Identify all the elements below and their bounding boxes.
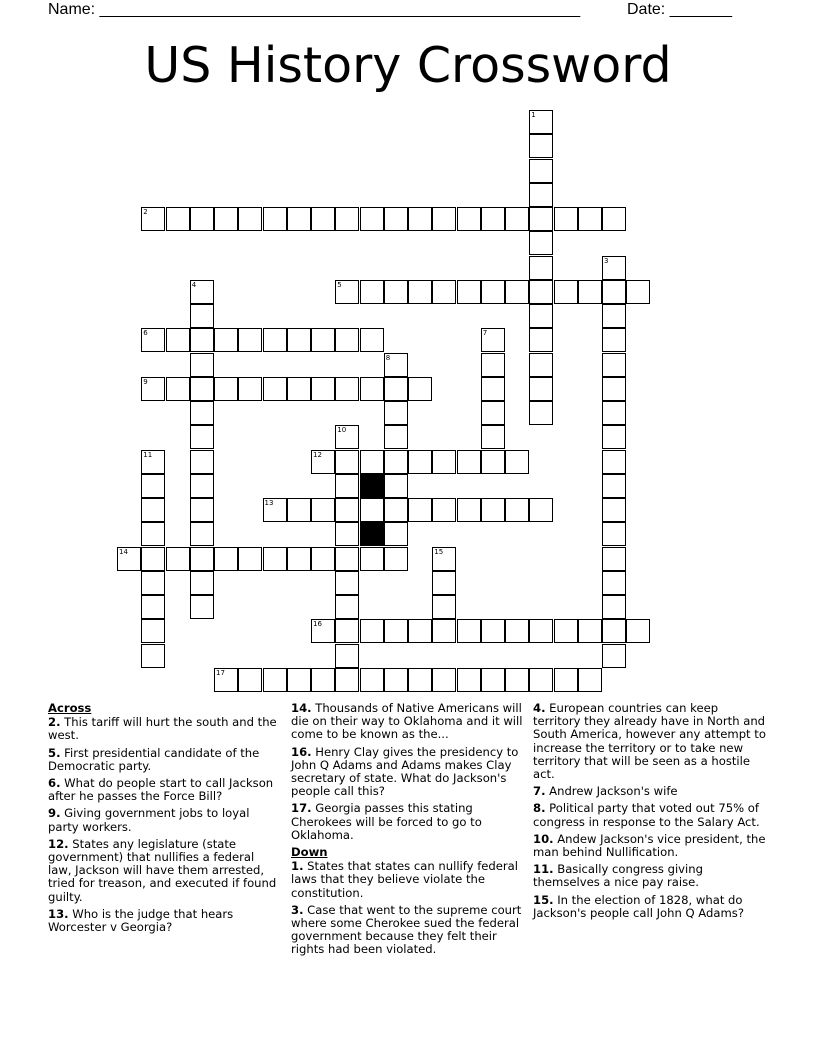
grid-cell[interactable] (554, 280, 578, 304)
grid-clue-number: 13 (264, 499, 274, 507)
grid-cell[interactable] (602, 619, 626, 643)
clue-down-10: 10. Andew Jackson's vice president, the man behind Nullification. (533, 831, 766, 860)
grid-cell[interactable] (287, 207, 311, 231)
name-line: Name: ______________________________________________________ (48, 1, 581, 18)
grid-cell[interactable] (529, 304, 553, 328)
date-line: Date: _______ (627, 1, 732, 18)
page-title: US History Crossword (144, 37, 672, 94)
grid-cell[interactable] (554, 668, 578, 692)
grid-cell[interactable] (287, 498, 311, 522)
grid-cell[interactable] (335, 619, 359, 643)
clue-down-4: 4. European countries can keep territory they already have in North and South America, however any attempt to increase the territory or to take new territory that will be seen as a hostile act. (533, 701, 766, 782)
grid-cell[interactable] (432, 547, 456, 571)
grid-clue-number: 5 (337, 280, 342, 289)
grid-cell[interactable] (335, 644, 359, 668)
grid-cell[interactable] (335, 498, 359, 522)
grid-cell[interactable] (602, 328, 626, 352)
grid-cell[interactable] (384, 547, 408, 571)
grid-cell[interactable] (335, 547, 359, 571)
grid-cell[interactable] (190, 522, 214, 546)
grid-cell[interactable] (263, 547, 287, 571)
clue-across-14: 14. Thousands of Native Americans will die on their way to Oklahoma and it will come to be known as the... (291, 701, 523, 742)
grid-cell[interactable] (238, 547, 262, 571)
grid-cell[interactable] (529, 328, 553, 352)
grid-cell[interactable] (141, 450, 165, 474)
clue-across-12: 12. States any legislature (state government) that nullifies a federal law, Jackson will have them arrested, tried for treason, and executed if found guilty. (48, 836, 277, 904)
grid-cell[interactable] (360, 377, 384, 401)
grid-cell[interactable] (360, 498, 384, 522)
grid-cell[interactable] (238, 668, 262, 692)
clue-across-9: 9. Giving government jobs to loyal party workers. (48, 806, 250, 834)
grid-cell[interactable] (190, 450, 214, 474)
grid-cell[interactable] (311, 498, 335, 522)
grid-cell[interactable] (384, 207, 408, 231)
grid-cell[interactable] (529, 668, 553, 692)
grid-cell[interactable] (335, 280, 359, 304)
grid-cell[interactable] (529, 498, 553, 522)
grid-cell[interactable] (190, 425, 214, 449)
clue-down-7: 7. Andrew Jackson's wife (533, 784, 678, 799)
grid-cell[interactable] (311, 207, 335, 231)
grid-cell[interactable] (141, 644, 165, 668)
grid-cell[interactable] (335, 377, 359, 401)
grid-cell[interactable] (287, 328, 311, 352)
grid-cell[interactable] (602, 377, 626, 401)
grid-cell[interactable] (432, 498, 456, 522)
grid-cell[interactable] (141, 474, 165, 498)
clue-across-13: 13. Who is the judge that hears Worcester v Georgia? (48, 906, 234, 935)
grid-cell[interactable] (481, 207, 505, 231)
grid-cell[interactable] (311, 450, 335, 474)
grid-cell[interactable] (384, 619, 408, 643)
grid-cell[interactable] (529, 207, 553, 231)
grid-cell[interactable] (190, 571, 214, 595)
grid-cell[interactable] (384, 522, 408, 546)
grid-cell[interactable] (335, 595, 359, 619)
grid-cell[interactable] (190, 353, 214, 377)
grid-cell[interactable] (166, 207, 190, 231)
grid-cell[interactable] (602, 280, 626, 304)
grid-cell[interactable] (602, 353, 626, 377)
grid-cell[interactable] (384, 668, 408, 692)
grid-clue-number: 2 (143, 208, 148, 216)
grid-cell[interactable] (190, 498, 214, 522)
clue-across-17: 17. Georgia passes this stating Cherokees will be forced to go to Oklahoma. (291, 801, 482, 842)
grid-clue-number: 6 (143, 329, 148, 338)
grid-cell[interactable] (214, 377, 238, 401)
grid-cell[interactable] (432, 595, 456, 619)
grid-cell[interactable] (457, 280, 481, 304)
grid-cell[interactable] (335, 668, 359, 692)
grid-cell[interactable] (311, 377, 335, 401)
grid-cell[interactable] (602, 595, 626, 619)
grid-cell[interactable] (214, 207, 238, 231)
grid-cell[interactable] (481, 377, 505, 401)
grid-cell[interactable] (384, 401, 408, 425)
grid-cell[interactable] (360, 207, 384, 231)
grid-cell[interactable] (408, 377, 432, 401)
grid-cell[interactable] (529, 353, 553, 377)
grid-cell[interactable] (384, 353, 408, 377)
grid-cell[interactable] (481, 425, 505, 449)
grid-cell[interactable] (457, 450, 481, 474)
clue-across-2: 2. This tariff will hurt the south and the west. (48, 715, 277, 743)
clues-column-3 (533, 702, 769, 924)
grid-cell[interactable] (408, 450, 432, 474)
grid-cell[interactable] (529, 159, 553, 183)
grid-cell[interactable] (432, 668, 456, 692)
grid-cell[interactable] (481, 619, 505, 643)
grid-cell[interactable] (481, 353, 505, 377)
grid-cell[interactable] (408, 280, 432, 304)
grid-cell[interactable] (335, 450, 359, 474)
grid-cell[interactable] (166, 377, 190, 401)
grid-cell[interactable] (602, 547, 626, 571)
grid-cell[interactable] (602, 498, 626, 522)
grid-clue-number: 12 (313, 450, 322, 459)
grid-cell[interactable] (481, 450, 505, 474)
grid-cell[interactable] (432, 207, 456, 231)
grid-cell[interactable] (311, 328, 335, 352)
grid-cell[interactable] (238, 328, 262, 352)
clue-across-16: 16. Henry Clay gives the presidency to John Q Adams and Adams makes Clay secretary of state. What do Jackson's people call this? (291, 744, 519, 799)
grid-black-cell (360, 474, 384, 498)
clue-across-6: 6. What do people start to call Jackson after he passes the Force Bill? (48, 776, 274, 804)
grid-cell[interactable] (505, 668, 529, 692)
across-heading: Across (48, 701, 92, 715)
grid-cell[interactable] (602, 450, 626, 474)
grid-cell[interactable] (384, 425, 408, 449)
grid-cell[interactable] (141, 377, 165, 401)
grid-cell[interactable] (335, 328, 359, 352)
grid-clue-number: 14 (119, 547, 128, 556)
grid-cell[interactable] (263, 498, 287, 522)
grid-cell[interactable] (238, 377, 262, 401)
grid-cell[interactable] (457, 498, 481, 522)
grid-cell[interactable] (190, 474, 214, 498)
grid-clue-number: 3 (604, 256, 609, 265)
grid-cell[interactable] (529, 183, 553, 207)
grid-cell[interactable] (384, 377, 408, 401)
grid-cell[interactable] (578, 668, 602, 692)
grid-cell[interactable] (408, 668, 432, 692)
grid-clue-number: 15 (434, 547, 444, 556)
grid-cell[interactable] (529, 110, 553, 134)
grid-clue-number: 11 (143, 450, 153, 459)
grid-clue-number: 8 (385, 353, 391, 362)
grid-cell[interactable] (384, 498, 408, 522)
grid-cell[interactable] (190, 328, 214, 352)
grid-cell[interactable] (529, 134, 553, 158)
grid-cell[interactable] (602, 571, 626, 595)
grid-cell[interactable] (141, 619, 165, 643)
grid-cell[interactable] (335, 522, 359, 546)
grid-cell[interactable] (360, 280, 384, 304)
grid-cell[interactable] (457, 207, 481, 231)
grid-cell[interactable] (263, 328, 287, 352)
grid-cell[interactable] (505, 207, 529, 231)
grid-cell[interactable] (505, 619, 529, 643)
grid-cell[interactable] (481, 328, 505, 352)
grid-cell[interactable] (263, 207, 287, 231)
grid-cell[interactable] (214, 547, 238, 571)
grid-cell[interactable] (141, 571, 165, 595)
grid-cell[interactable] (117, 547, 141, 571)
grid-cell[interactable] (457, 619, 481, 643)
grid-cell[interactable] (408, 498, 432, 522)
grid-cell[interactable] (481, 280, 505, 304)
clue-down-15: 15. In the election of 1828, what do Jackson's people call John Q Adams? (533, 892, 744, 920)
grid-cell[interactable] (287, 547, 311, 571)
grid-cell[interactable] (529, 280, 553, 304)
grid-cell[interactable] (263, 668, 287, 692)
grid-cell[interactable] (311, 547, 335, 571)
grid-cell[interactable] (408, 207, 432, 231)
grid-cell[interactable] (481, 401, 505, 425)
grid-cell[interactable] (602, 401, 626, 425)
grid-cell[interactable] (578, 619, 602, 643)
grid-cell[interactable] (432, 619, 456, 643)
grid-cell[interactable] (529, 231, 553, 255)
grid-cell[interactable] (141, 547, 165, 571)
grid-cell[interactable] (384, 450, 408, 474)
grid-cell[interactable] (554, 207, 578, 231)
grid-clue-number: 17 (216, 668, 225, 677)
grid-cell[interactable] (141, 498, 165, 522)
grid-black-cell (360, 522, 384, 546)
grid-clue-number: 16 (313, 620, 322, 629)
grid-cell[interactable] (141, 207, 165, 231)
grid-cell[interactable] (190, 547, 214, 571)
grid-cell[interactable] (529, 401, 553, 425)
grid-cell[interactable] (335, 474, 359, 498)
grid-cell[interactable] (166, 328, 190, 352)
grid-cell[interactable] (311, 668, 335, 692)
grid-cell[interactable] (457, 668, 481, 692)
grid-cell[interactable] (529, 256, 553, 280)
grid-cell[interactable] (505, 450, 529, 474)
grid-clue-number: 10 (337, 426, 347, 435)
grid-cell[interactable] (529, 619, 553, 643)
grid-cell[interactable] (505, 280, 529, 304)
clues-column-1 (48, 702, 280, 938)
grid-cell[interactable] (311, 619, 335, 643)
grid-cell[interactable] (432, 450, 456, 474)
grid-cell[interactable] (602, 425, 626, 449)
grid-cell[interactable] (602, 644, 626, 668)
grid-cell[interactable] (529, 377, 553, 401)
grid-cell[interactable] (190, 595, 214, 619)
grid-cell[interactable] (432, 571, 456, 595)
grid-cell[interactable] (602, 256, 626, 280)
down-heading: Down (291, 845, 328, 860)
grid-clue-number: 9 (143, 377, 148, 386)
grid-cell[interactable] (554, 619, 578, 643)
grid-cell[interactable] (360, 619, 384, 643)
grid-cell[interactable] (505, 498, 529, 522)
clue-down-3: 3. Case that went to the supreme court where some Cherokee sued the federal government because they felt their rights had been violated. (291, 902, 522, 957)
grid-cell[interactable] (214, 328, 238, 352)
grid-cell[interactable] (602, 304, 626, 328)
grid-cell[interactable] (287, 377, 311, 401)
grid-cell[interactable] (626, 280, 650, 304)
grid-cell[interactable] (384, 280, 408, 304)
grid-cell[interactable] (190, 304, 214, 328)
clue-down-11: 11. Basically congress giving themselves a nice pay raise. (533, 862, 703, 890)
grid-cell[interactable] (578, 207, 602, 231)
grid-cell[interactable] (432, 280, 456, 304)
grid-cell[interactable] (190, 280, 214, 304)
grid-cell[interactable] (335, 425, 359, 449)
grid-cell[interactable] (141, 522, 165, 546)
grid-cell[interactable] (335, 207, 359, 231)
grid-cell[interactable] (166, 547, 190, 571)
grid-cell[interactable] (602, 207, 626, 231)
clue-across-5: 5. First presidential candidate of the Democratic party. (48, 745, 260, 773)
grid-clue-number: 7 (482, 329, 488, 338)
grid-cell[interactable] (214, 668, 238, 692)
grid-cell[interactable] (335, 571, 359, 595)
grid-cell[interactable] (141, 328, 165, 352)
grid-cell[interactable] (360, 328, 384, 352)
grid-cell[interactable] (238, 207, 262, 231)
grid-cell[interactable] (602, 474, 626, 498)
grid-cell[interactable] (626, 619, 650, 643)
grid-cell[interactable] (141, 595, 165, 619)
grid-cell[interactable] (408, 619, 432, 643)
grid-cell[interactable] (190, 401, 214, 425)
grid-cell[interactable] (190, 377, 214, 401)
grid-cell[interactable] (190, 207, 214, 231)
grid-cell[interactable] (287, 668, 311, 692)
grid-cell[interactable] (360, 547, 384, 571)
grid-clue-number: 1 (531, 111, 536, 119)
grid-cell[interactable] (384, 474, 408, 498)
clues-column-2 (291, 702, 523, 961)
grid-cell[interactable] (263, 377, 287, 401)
grid-cell[interactable] (481, 498, 505, 522)
grid-cell[interactable] (602, 522, 626, 546)
grid-cell[interactable] (360, 668, 384, 692)
grid-cell[interactable] (578, 280, 602, 304)
clue-down-8: 8. Political party that voted out 75% of congress in response to the Salary Act. (533, 801, 760, 829)
clue-down-1: 1. States that states can nullify federal laws that they believe violate the constitution. (291, 859, 519, 900)
grid-clue-number: 4 (191, 280, 197, 289)
grid-cell[interactable] (360, 450, 384, 474)
grid-cell[interactable] (481, 668, 505, 692)
